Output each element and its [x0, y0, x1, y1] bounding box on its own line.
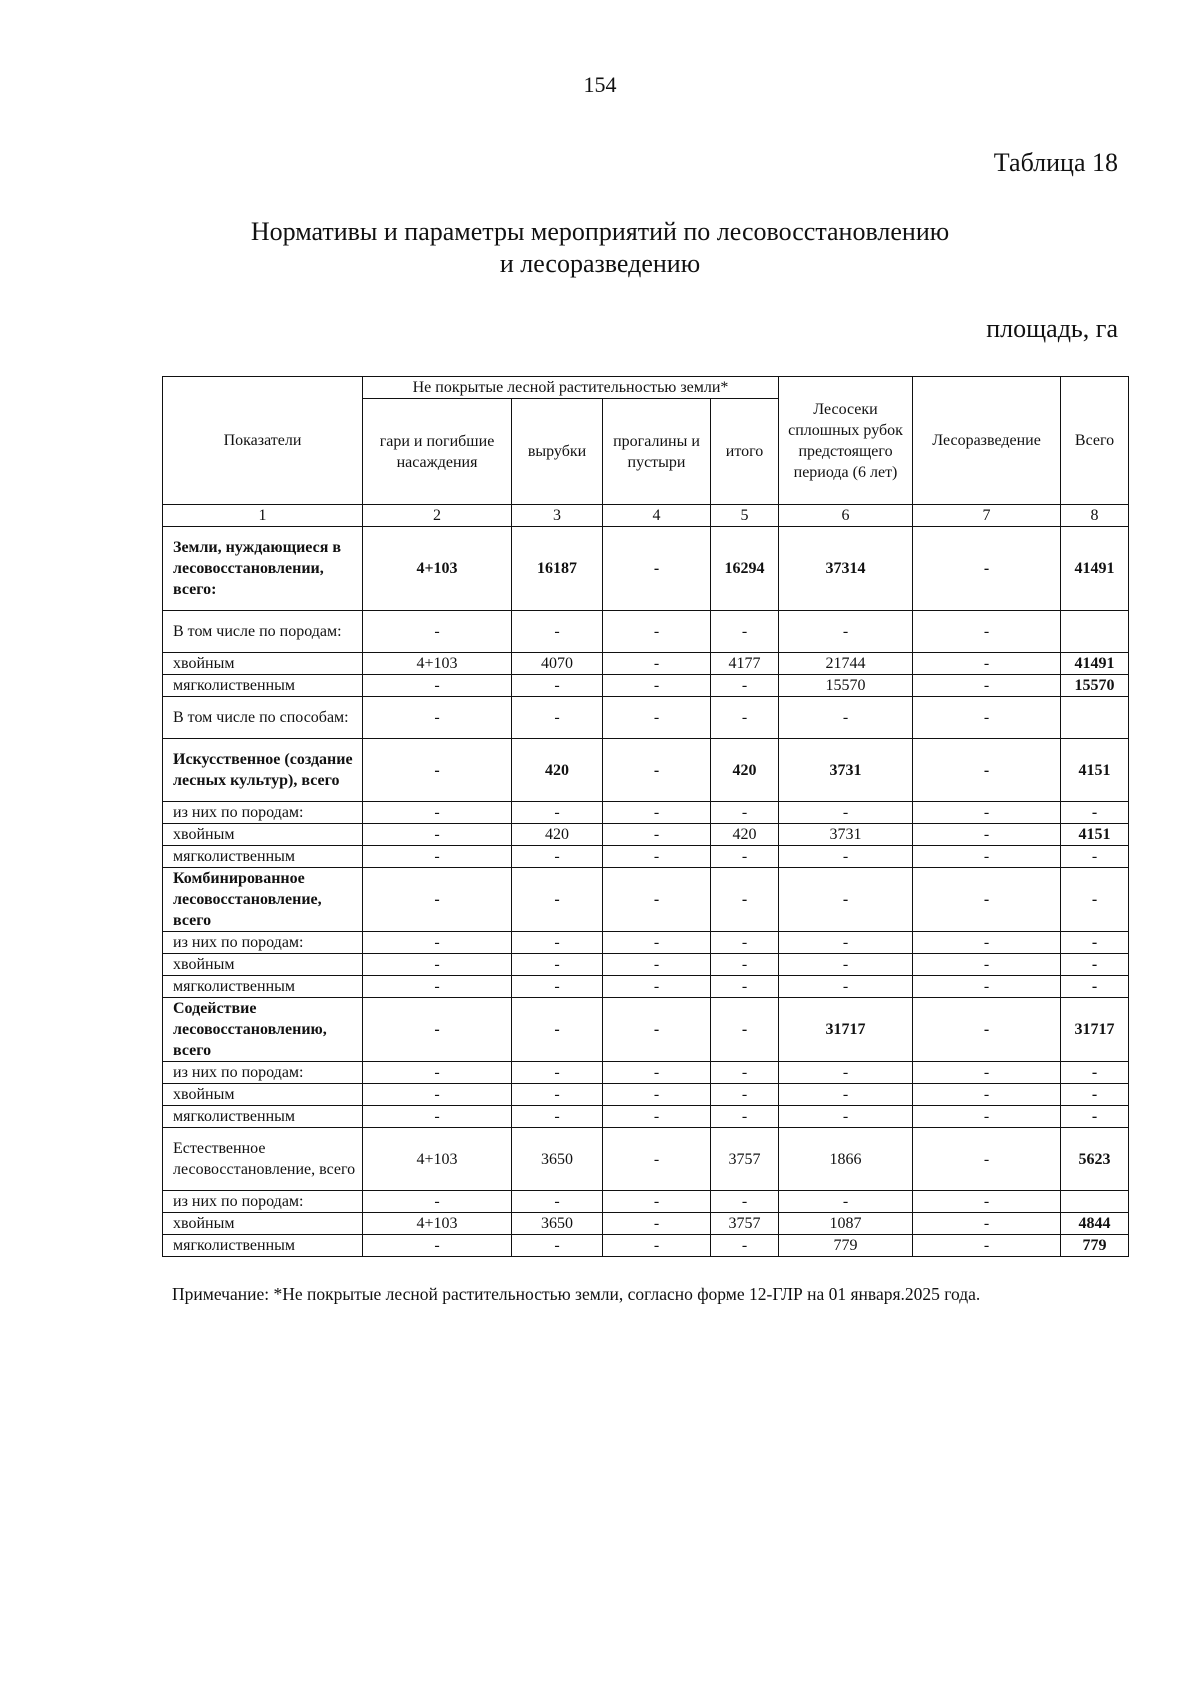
- table-cell: 3650: [512, 1213, 603, 1235]
- table-cell: -: [512, 611, 603, 653]
- table-cell: -: [1061, 1084, 1129, 1106]
- table-cell: 779: [1061, 1235, 1129, 1257]
- page-number: 154: [583, 72, 617, 97]
- table-cell: -: [711, 1191, 779, 1213]
- table-cell: 779: [779, 1235, 913, 1257]
- table-cell: -: [603, 846, 711, 868]
- table-cell: 420: [512, 824, 603, 846]
- table-cell: -: [913, 1084, 1061, 1106]
- table-cell: 3650: [512, 1128, 603, 1191]
- table-cell: -: [363, 846, 512, 868]
- table-cell: -: [711, 1084, 779, 1106]
- table-cell: -: [363, 675, 512, 697]
- table-cell: 4844: [1061, 1213, 1129, 1235]
- restoration-table: [162, 376, 1129, 1257]
- row-label: мягколиственным: [163, 976, 363, 998]
- table-cell: -: [512, 1062, 603, 1084]
- table-cell: -: [1061, 1106, 1129, 1128]
- table-cell: 4+103: [363, 527, 512, 611]
- row-label: хвойным: [163, 954, 363, 976]
- title-line-1: Нормативы и параметры мероприятий по лесовосстановлению: [250, 217, 950, 246]
- table-cell: -: [603, 1235, 711, 1257]
- header-subtotal: итого: [711, 399, 779, 505]
- table-cell: 4151: [1061, 739, 1129, 802]
- table-cell: -: [512, 998, 603, 1062]
- table-cell: -: [363, 824, 512, 846]
- table-cell: -: [603, 1062, 711, 1084]
- row-label: В том числе по породам:: [163, 611, 363, 653]
- table-row: [163, 846, 1129, 868]
- table-cell: 420: [711, 739, 779, 802]
- table-cell: -: [363, 998, 512, 1062]
- table-cell: -: [711, 802, 779, 824]
- table-cell: [1061, 1191, 1129, 1213]
- table-cell: -: [711, 998, 779, 1062]
- table-row: [163, 824, 1129, 846]
- table-cell: 5623: [1061, 1128, 1129, 1191]
- column-number: 6: [779, 505, 913, 527]
- column-number: 8: [1061, 505, 1129, 527]
- table-label: Таблица 18: [993, 148, 1118, 177]
- table-cell: 4070: [512, 653, 603, 675]
- table-row: [163, 697, 1129, 739]
- table-cell: -: [711, 846, 779, 868]
- table-cell: -: [603, 527, 711, 611]
- table-cell: 3757: [711, 1128, 779, 1191]
- table-cell: -: [913, 611, 1061, 653]
- table-cell: -: [363, 1084, 512, 1106]
- table-cell: -: [363, 1062, 512, 1084]
- table-cell: -: [711, 1235, 779, 1257]
- table-cell: -: [363, 932, 512, 954]
- table-row: [163, 675, 1129, 697]
- table-cell: -: [603, 1191, 711, 1213]
- table-cell: 3757: [711, 1213, 779, 1235]
- table-cell: -: [711, 954, 779, 976]
- table-cell: -: [603, 824, 711, 846]
- table-cell: 31717: [779, 998, 913, 1062]
- table-row: [163, 1191, 1129, 1213]
- table-cell: -: [512, 1235, 603, 1257]
- table-row: [163, 976, 1129, 998]
- table-cell: -: [603, 932, 711, 954]
- row-label: мягколиственным: [163, 1235, 363, 1257]
- table-cell: -: [779, 1191, 913, 1213]
- table-cell: -: [603, 611, 711, 653]
- table-row: [163, 1062, 1129, 1084]
- table-cell: -: [913, 846, 1061, 868]
- table-cell: -: [1061, 976, 1129, 998]
- table-cell: -: [1061, 846, 1129, 868]
- row-label: Содействие лесовосстановлению, всего: [163, 998, 363, 1062]
- row-label: Искусственное (создание лесных культур), всего: [163, 739, 363, 802]
- header-indicators: Показатели: [163, 377, 363, 505]
- table-cell: -: [913, 1191, 1061, 1213]
- table-cell: -: [603, 802, 711, 824]
- table-cell: 4151: [1061, 824, 1129, 846]
- table-row: [163, 1213, 1129, 1235]
- table-cell: -: [913, 697, 1061, 739]
- table-cell: -: [711, 868, 779, 932]
- table-cell: -: [711, 611, 779, 653]
- table-cell: -: [913, 868, 1061, 932]
- table-cell: -: [779, 954, 913, 976]
- table-cell: 15570: [779, 675, 913, 697]
- table-cell: -: [913, 1106, 1061, 1128]
- table-cell: 1866: [779, 1128, 913, 1191]
- table-cell: -: [913, 1128, 1061, 1191]
- table-cell: 420: [512, 739, 603, 802]
- row-label: мягколиственным: [163, 846, 363, 868]
- document-title: [0, 216, 1200, 280]
- table-cell: 15570: [1061, 675, 1129, 697]
- table-row: [163, 739, 1129, 802]
- table-cell: -: [711, 1062, 779, 1084]
- table-cell: 41491: [1061, 527, 1129, 611]
- row-label: хвойным: [163, 824, 363, 846]
- table-cell: 3731: [779, 824, 913, 846]
- table-cell: -: [913, 824, 1061, 846]
- table-cell: -: [1061, 802, 1129, 824]
- table-cell: -: [603, 1213, 711, 1235]
- table-cell: -: [603, 697, 711, 739]
- column-number: 3: [512, 505, 603, 527]
- header-not-covered-lands: Не покрытые лесной растительностью земли*: [363, 377, 779, 399]
- column-number: 7: [913, 505, 1061, 527]
- table-cell: 41491: [1061, 653, 1129, 675]
- row-label: хвойным: [163, 1213, 363, 1235]
- table-cell: 16187: [512, 527, 603, 611]
- header-burns: гари и погибшие насаждения: [363, 399, 512, 505]
- table-cell: -: [512, 1191, 603, 1213]
- header-total: Всего: [1061, 377, 1129, 505]
- table-cell: -: [779, 976, 913, 998]
- table-cell: -: [913, 1213, 1061, 1235]
- table-cell: -: [603, 976, 711, 998]
- table-cell: -: [913, 1235, 1061, 1257]
- column-number: 2: [363, 505, 512, 527]
- table-cell: -: [913, 802, 1061, 824]
- table-cell: 4+103: [363, 1213, 512, 1235]
- row-label: Комбинированное лесовосстановление, всего: [163, 868, 363, 932]
- table-cell: -: [1061, 868, 1129, 932]
- header-cuttings: вырубки: [512, 399, 603, 505]
- table-cell: -: [779, 697, 913, 739]
- table-cell: -: [512, 675, 603, 697]
- table-cell: -: [512, 1084, 603, 1106]
- row-label: хвойным: [163, 653, 363, 675]
- table-cell: -: [363, 802, 512, 824]
- table-cell: -: [603, 998, 711, 1062]
- table-cell: -: [363, 868, 512, 932]
- row-label: хвойным: [163, 1084, 363, 1106]
- row-label: Естественное лесовосстановление, всего: [163, 1128, 363, 1191]
- table-cell: -: [1061, 932, 1129, 954]
- table-cell: -: [512, 1106, 603, 1128]
- table-cell: -: [779, 868, 913, 932]
- table-cell: -: [913, 527, 1061, 611]
- table-cell: -: [779, 1062, 913, 1084]
- table-row: [163, 527, 1129, 611]
- table-cell: -: [363, 739, 512, 802]
- table-row: [163, 802, 1129, 824]
- table-cell: -: [603, 739, 711, 802]
- table-cell: -: [512, 846, 603, 868]
- table-cell: -: [363, 697, 512, 739]
- table-cell: -: [913, 932, 1061, 954]
- table-cell: -: [913, 675, 1061, 697]
- table-cell: -: [913, 998, 1061, 1062]
- table-cell: -: [779, 932, 913, 954]
- table-note: Примечание: *Не покрытые лесной растительностью земли, согласно форме 12-ГЛР на 01 января.2025 года.: [172, 1284, 981, 1304]
- table-cell: -: [913, 653, 1061, 675]
- row-label: из них по породам:: [163, 932, 363, 954]
- row-label: мягколиственным: [163, 1106, 363, 1128]
- table-row: [163, 1235, 1129, 1257]
- table-row: [163, 998, 1129, 1062]
- table-cell: 4+103: [363, 653, 512, 675]
- table-body: [163, 505, 1129, 1257]
- table-cell: 4177: [711, 653, 779, 675]
- table-cell: -: [363, 954, 512, 976]
- table-row: [163, 932, 1129, 954]
- table-cell: -: [711, 976, 779, 998]
- table-cell: [1061, 697, 1129, 739]
- table-cell: -: [512, 868, 603, 932]
- row-label: из них по породам:: [163, 1191, 363, 1213]
- table-cell: 37314: [779, 527, 913, 611]
- table-row: [163, 1084, 1129, 1106]
- table-cell: -: [603, 1128, 711, 1191]
- table-cell: 420: [711, 824, 779, 846]
- table-cell: -: [913, 954, 1061, 976]
- table-cell: -: [603, 954, 711, 976]
- column-number: 1: [163, 505, 363, 527]
- table-cell: -: [779, 802, 913, 824]
- table-cell: -: [603, 675, 711, 697]
- table-cell: -: [512, 976, 603, 998]
- table-cell: -: [363, 976, 512, 998]
- header-afforestation: Лесоразведение: [913, 377, 1061, 505]
- table-cell: -: [603, 1106, 711, 1128]
- table-cell: [1061, 611, 1129, 653]
- column-number: 4: [603, 505, 711, 527]
- table-cell: -: [711, 932, 779, 954]
- column-number: 5: [711, 505, 779, 527]
- table-cell: 31717: [1061, 998, 1129, 1062]
- title-line-2: и лесоразведению: [499, 249, 701, 278]
- header-clearcuts: Лесосеки сплошных рубок предстоящего периода (6 лет): [779, 377, 913, 505]
- table-row: [163, 954, 1129, 976]
- table-cell: -: [363, 1191, 512, 1213]
- table-cell: -: [363, 1106, 512, 1128]
- table-row: [163, 1128, 1129, 1191]
- table-row: [163, 653, 1129, 675]
- row-label: из них по породам:: [163, 802, 363, 824]
- table-cell: -: [779, 846, 913, 868]
- table-cell: 16294: [711, 527, 779, 611]
- table-cell: -: [363, 1235, 512, 1257]
- table-cell: -: [603, 1084, 711, 1106]
- table-cell: -: [512, 697, 603, 739]
- column-numbers-row: [163, 505, 1129, 527]
- row-label: Земли, нуждающиеся в лесовосстановлении, всего:: [163, 527, 363, 611]
- header-glades: прогалины и пустыри: [603, 399, 711, 505]
- table-cell: -: [779, 611, 913, 653]
- table-cell: -: [913, 976, 1061, 998]
- table-cell: -: [779, 1106, 913, 1128]
- table-cell: -: [603, 653, 711, 675]
- table-cell: -: [913, 739, 1061, 802]
- table-cell: -: [711, 1106, 779, 1128]
- row-label: мягколиственным: [163, 675, 363, 697]
- table-cell: -: [711, 697, 779, 739]
- table-cell: 3731: [779, 739, 913, 802]
- table-row: [163, 868, 1129, 932]
- table-cell: -: [711, 675, 779, 697]
- table-row: [163, 611, 1129, 653]
- table-cell: 4+103: [363, 1128, 512, 1191]
- table-cell: -: [1061, 1062, 1129, 1084]
- row-label: из них по породам:: [163, 1062, 363, 1084]
- units-label: площадь, га: [986, 314, 1118, 343]
- row-label: В том числе по способам:: [163, 697, 363, 739]
- table-cell: -: [512, 932, 603, 954]
- table-row: [163, 1106, 1129, 1128]
- table-cell: -: [603, 868, 711, 932]
- table-cell: 21744: [779, 653, 913, 675]
- table-cell: -: [512, 954, 603, 976]
- table-cell: -: [363, 611, 512, 653]
- table-cell: 1087: [779, 1213, 913, 1235]
- table-cell: -: [779, 1084, 913, 1106]
- table-cell: -: [1061, 954, 1129, 976]
- table-cell: -: [913, 1062, 1061, 1084]
- table-cell: -: [512, 802, 603, 824]
